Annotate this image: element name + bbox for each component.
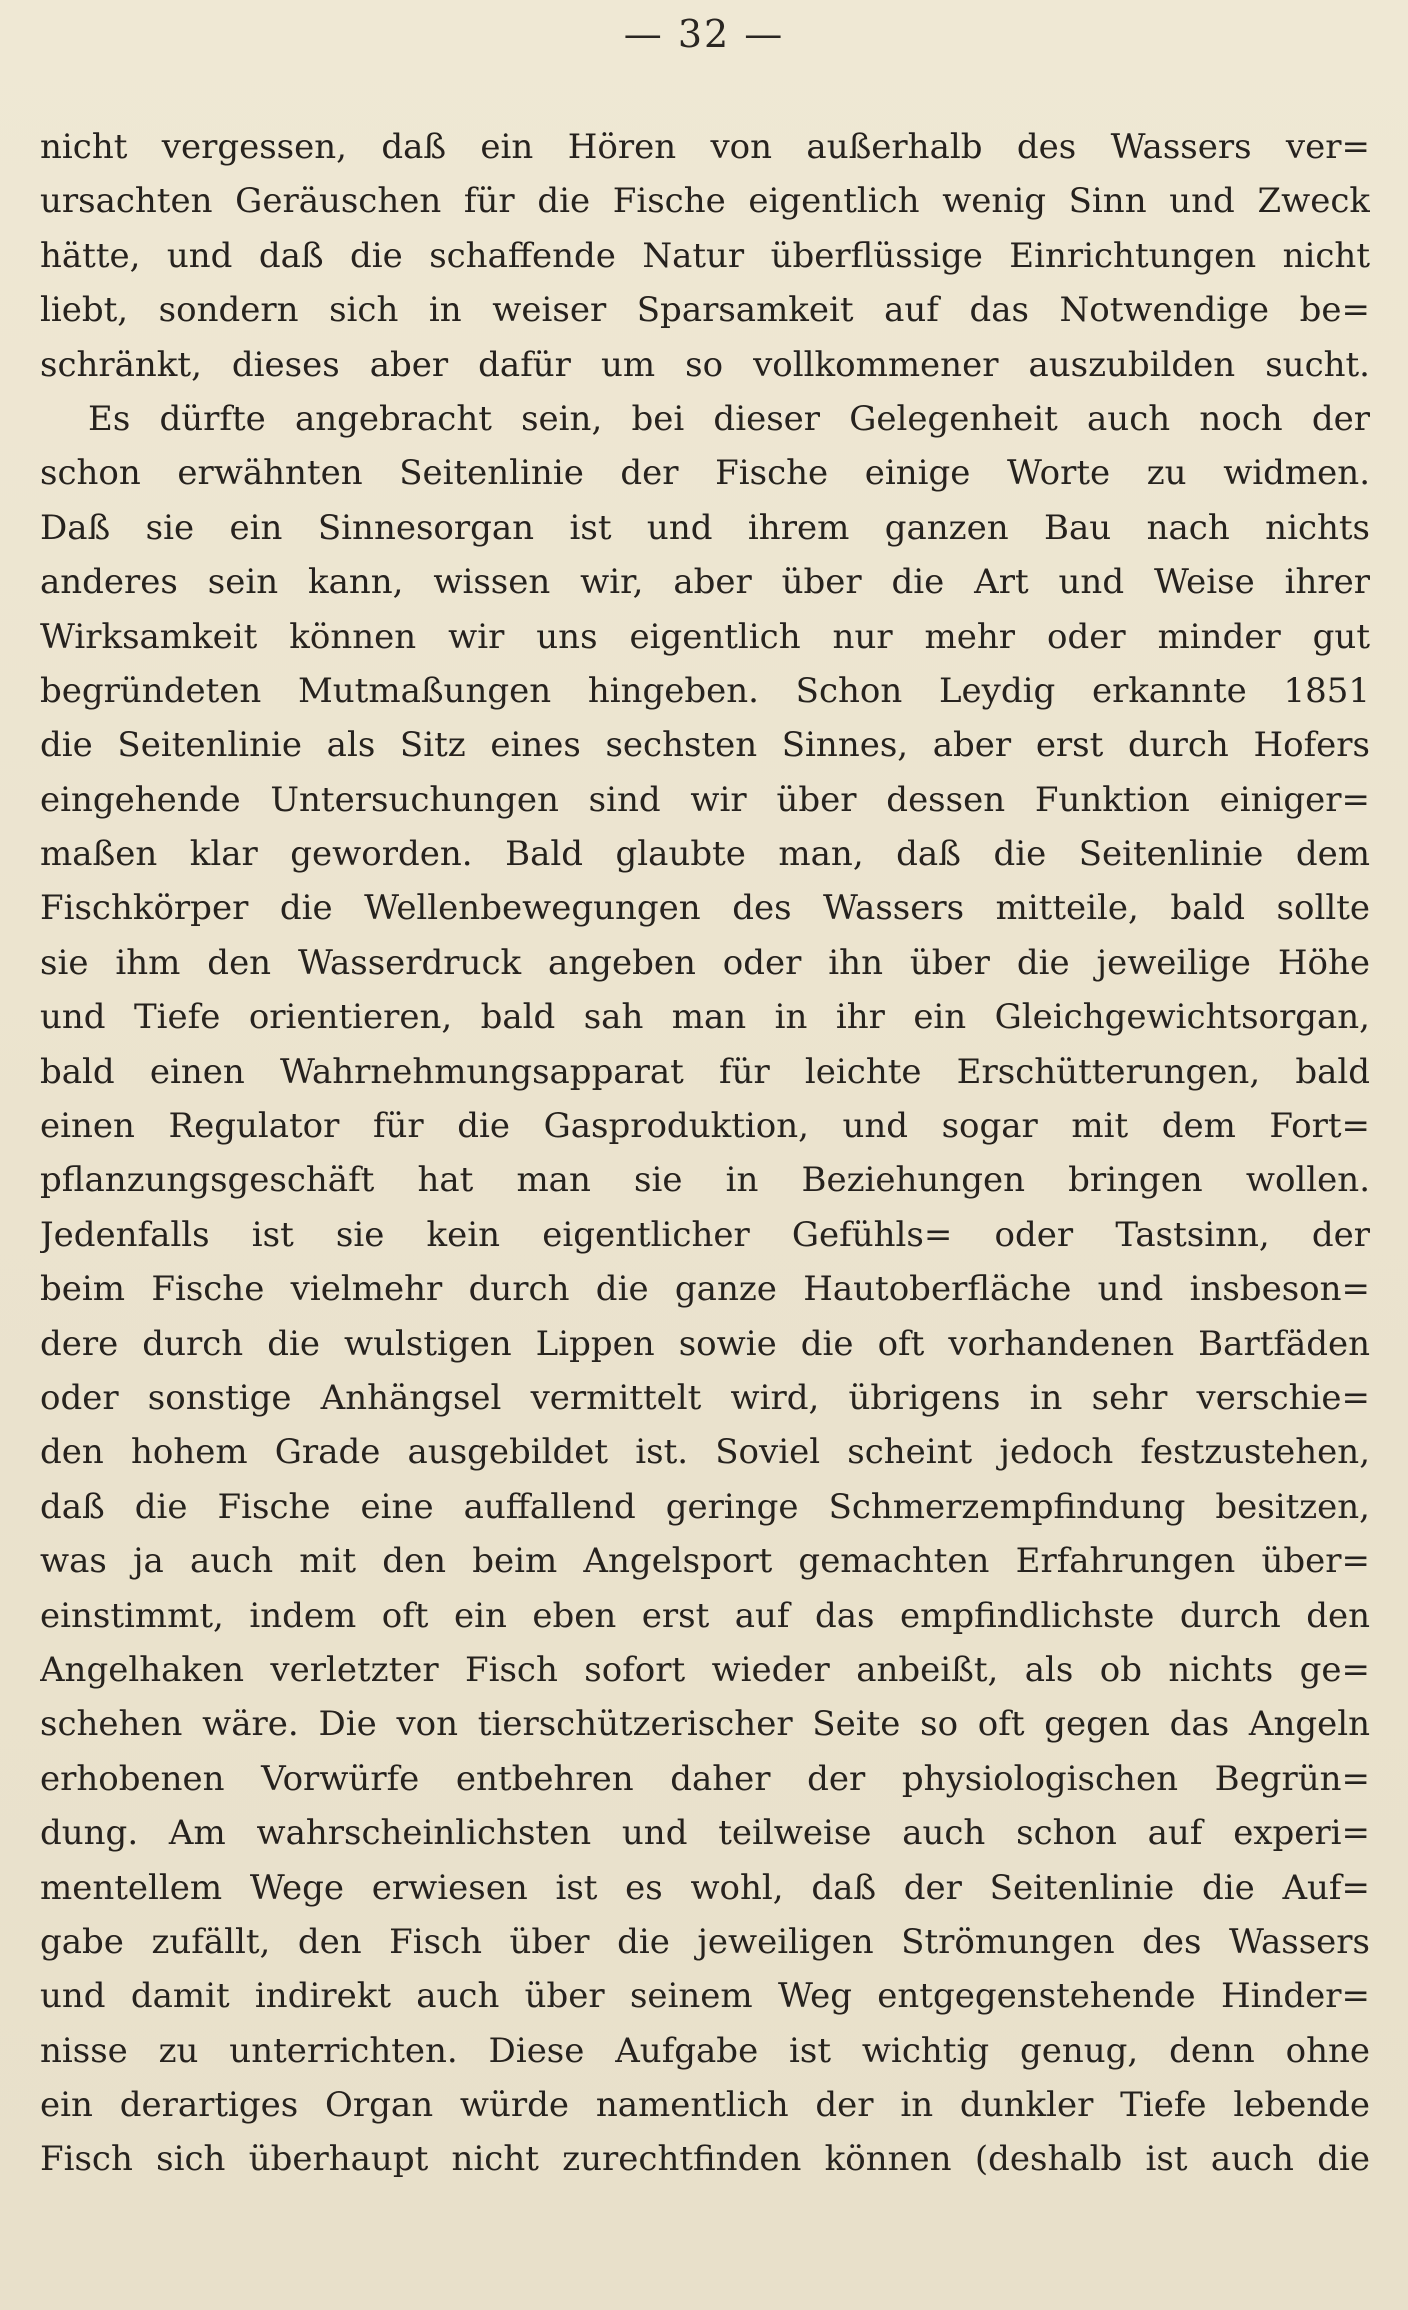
text-line: Angelhaken verletzter Fisch sofort wieder anbeißt, als ob nichts ge= — [40, 1649, 1370, 1690]
text-line: Jedenfalls ist sie kein eigentlicher Gefühls= oder Tastsinn, der — [40, 1214, 1370, 1255]
text-line: nisse zu unterrichten. Diese Aufgabe ist wichtig genug, denn ohne — [40, 2030, 1370, 2071]
text-line: den hohem Grade ausgebildet ist. Soviel scheint jedoch festzustehen, — [40, 1432, 1370, 1473]
text-line: eingehende Untersuchungen sind wir über dessen Funktion einiger= — [40, 779, 1370, 820]
text-line: ursachten Geräuschen für die Fische eigentlich wenig Sinn und Zweck — [40, 181, 1370, 222]
text-line: daß die Fische eine auffallend geringe Schmerzempfindung besitzen, — [40, 1486, 1370, 1527]
text-line: schränkt, dieses aber dafür um so vollkommener auszubilden sucht. — [40, 344, 1370, 385]
page-number: — 32 — — [623, 12, 785, 56]
text-line: Fisch sich überhaupt nicht zurechtfinden können (deshalb ist auch die — [40, 2139, 1370, 2180]
text-line: einstimmt, indem oft ein eben erst auf das empfindlichste durch den — [40, 1595, 1370, 1636]
body-text — [40, 120, 1370, 2187]
text-line: mentellem Wege erwiesen ist es wohl, daß der Seitenlinie die Auf= — [40, 1867, 1370, 1908]
text-line: und damit indirekt auch über seinem Weg entgegenstehende Hinder= — [40, 1976, 1370, 2017]
text-line: hätte, und daß die schaffende Natur überflüssige Einrichtungen nicht — [40, 235, 1370, 276]
text-line: liebt, sondern sich in weiser Sparsamkeit auf das Notwendige be= — [40, 290, 1370, 331]
text-line: gabe zufällt, den Fisch über die jeweiligen Strömungen des Wassers — [40, 1921, 1370, 1962]
text-line: sie ihm den Wasserdruck angeben oder ihn über die jeweilige Höhe — [40, 942, 1370, 983]
text-line: was ja auch mit den beim Angelsport gemachten Erfahrungen über= — [40, 1541, 1370, 1582]
text-line: ein derartiges Organ würde namentlich der in dunkler Tiefe lebende — [40, 2085, 1370, 2126]
text-line: schon erwähnten Seitenlinie der Fische einige Worte zu widmen. — [40, 453, 1370, 494]
text-line: begründeten Mutmaßungen hingeben. Schon Leydig erkannte 1851 — [40, 670, 1370, 711]
text-line: Fischkörper die Wellenbewegungen des Wassers mitteile, bald sollte — [40, 888, 1370, 929]
text-line: und Tiefe orientieren, bald sah man in ihr ein Gleichgewichtsorgan, — [40, 997, 1370, 1038]
text-line: erhobenen Vorwürfe entbehren daher der physiologischen Begrün= — [40, 1758, 1370, 1799]
text-line: schehen wäre. Die von tierschützerischer Seite so oft gegen das Angeln — [40, 1704, 1370, 1745]
text-line: Daß sie ein Sinnesorgan ist und ihrem ganzen Bau nach nichts — [40, 507, 1370, 548]
text-line: oder sonstige Anhängsel vermittelt wird, übrigens in sehr verschie= — [40, 1377, 1370, 1418]
text-line: die Seitenlinie als Sitz eines sechsten Sinnes, aber erst durch Hofers — [40, 725, 1370, 766]
text-line: Es dürfte angebracht sein, bei dieser Gelegenheit auch noch der — [88, 398, 1370, 439]
text-line: anderes sein kann, wissen wir, aber über die Art und Weise ihrer — [40, 562, 1370, 603]
text-line: pflanzungsgeschäft hat man sie in Beziehungen bringen wollen. — [40, 1160, 1370, 1201]
text-line: beim Fische vielmehr durch die ganze Hautoberfläche und insbeson= — [40, 1269, 1370, 1310]
text-line: maßen klar geworden. Bald glaubte man, daß die Seitenlinie dem — [40, 834, 1370, 875]
text-line: Wirksamkeit können wir uns eigentlich nur mehr oder minder gut — [40, 616, 1370, 657]
text-line: bald einen Wahrnehmungsapparat für leichte Erschütterungen, bald — [40, 1051, 1370, 1092]
text-line: nicht vergessen, daß ein Hören von außerhalb des Wassers ver= — [40, 127, 1370, 167]
text-line: dung. Am wahrscheinlichsten und teilweise auch schon auf experi= — [40, 1813, 1370, 1854]
text-line: einen Regulator für die Gasproduktion, und sogar mit dem Fort= — [40, 1106, 1370, 1147]
text-line: dere durch die wulstigen Lippen sowie die oft vorhandenen Bartfäden — [40, 1323, 1370, 1364]
